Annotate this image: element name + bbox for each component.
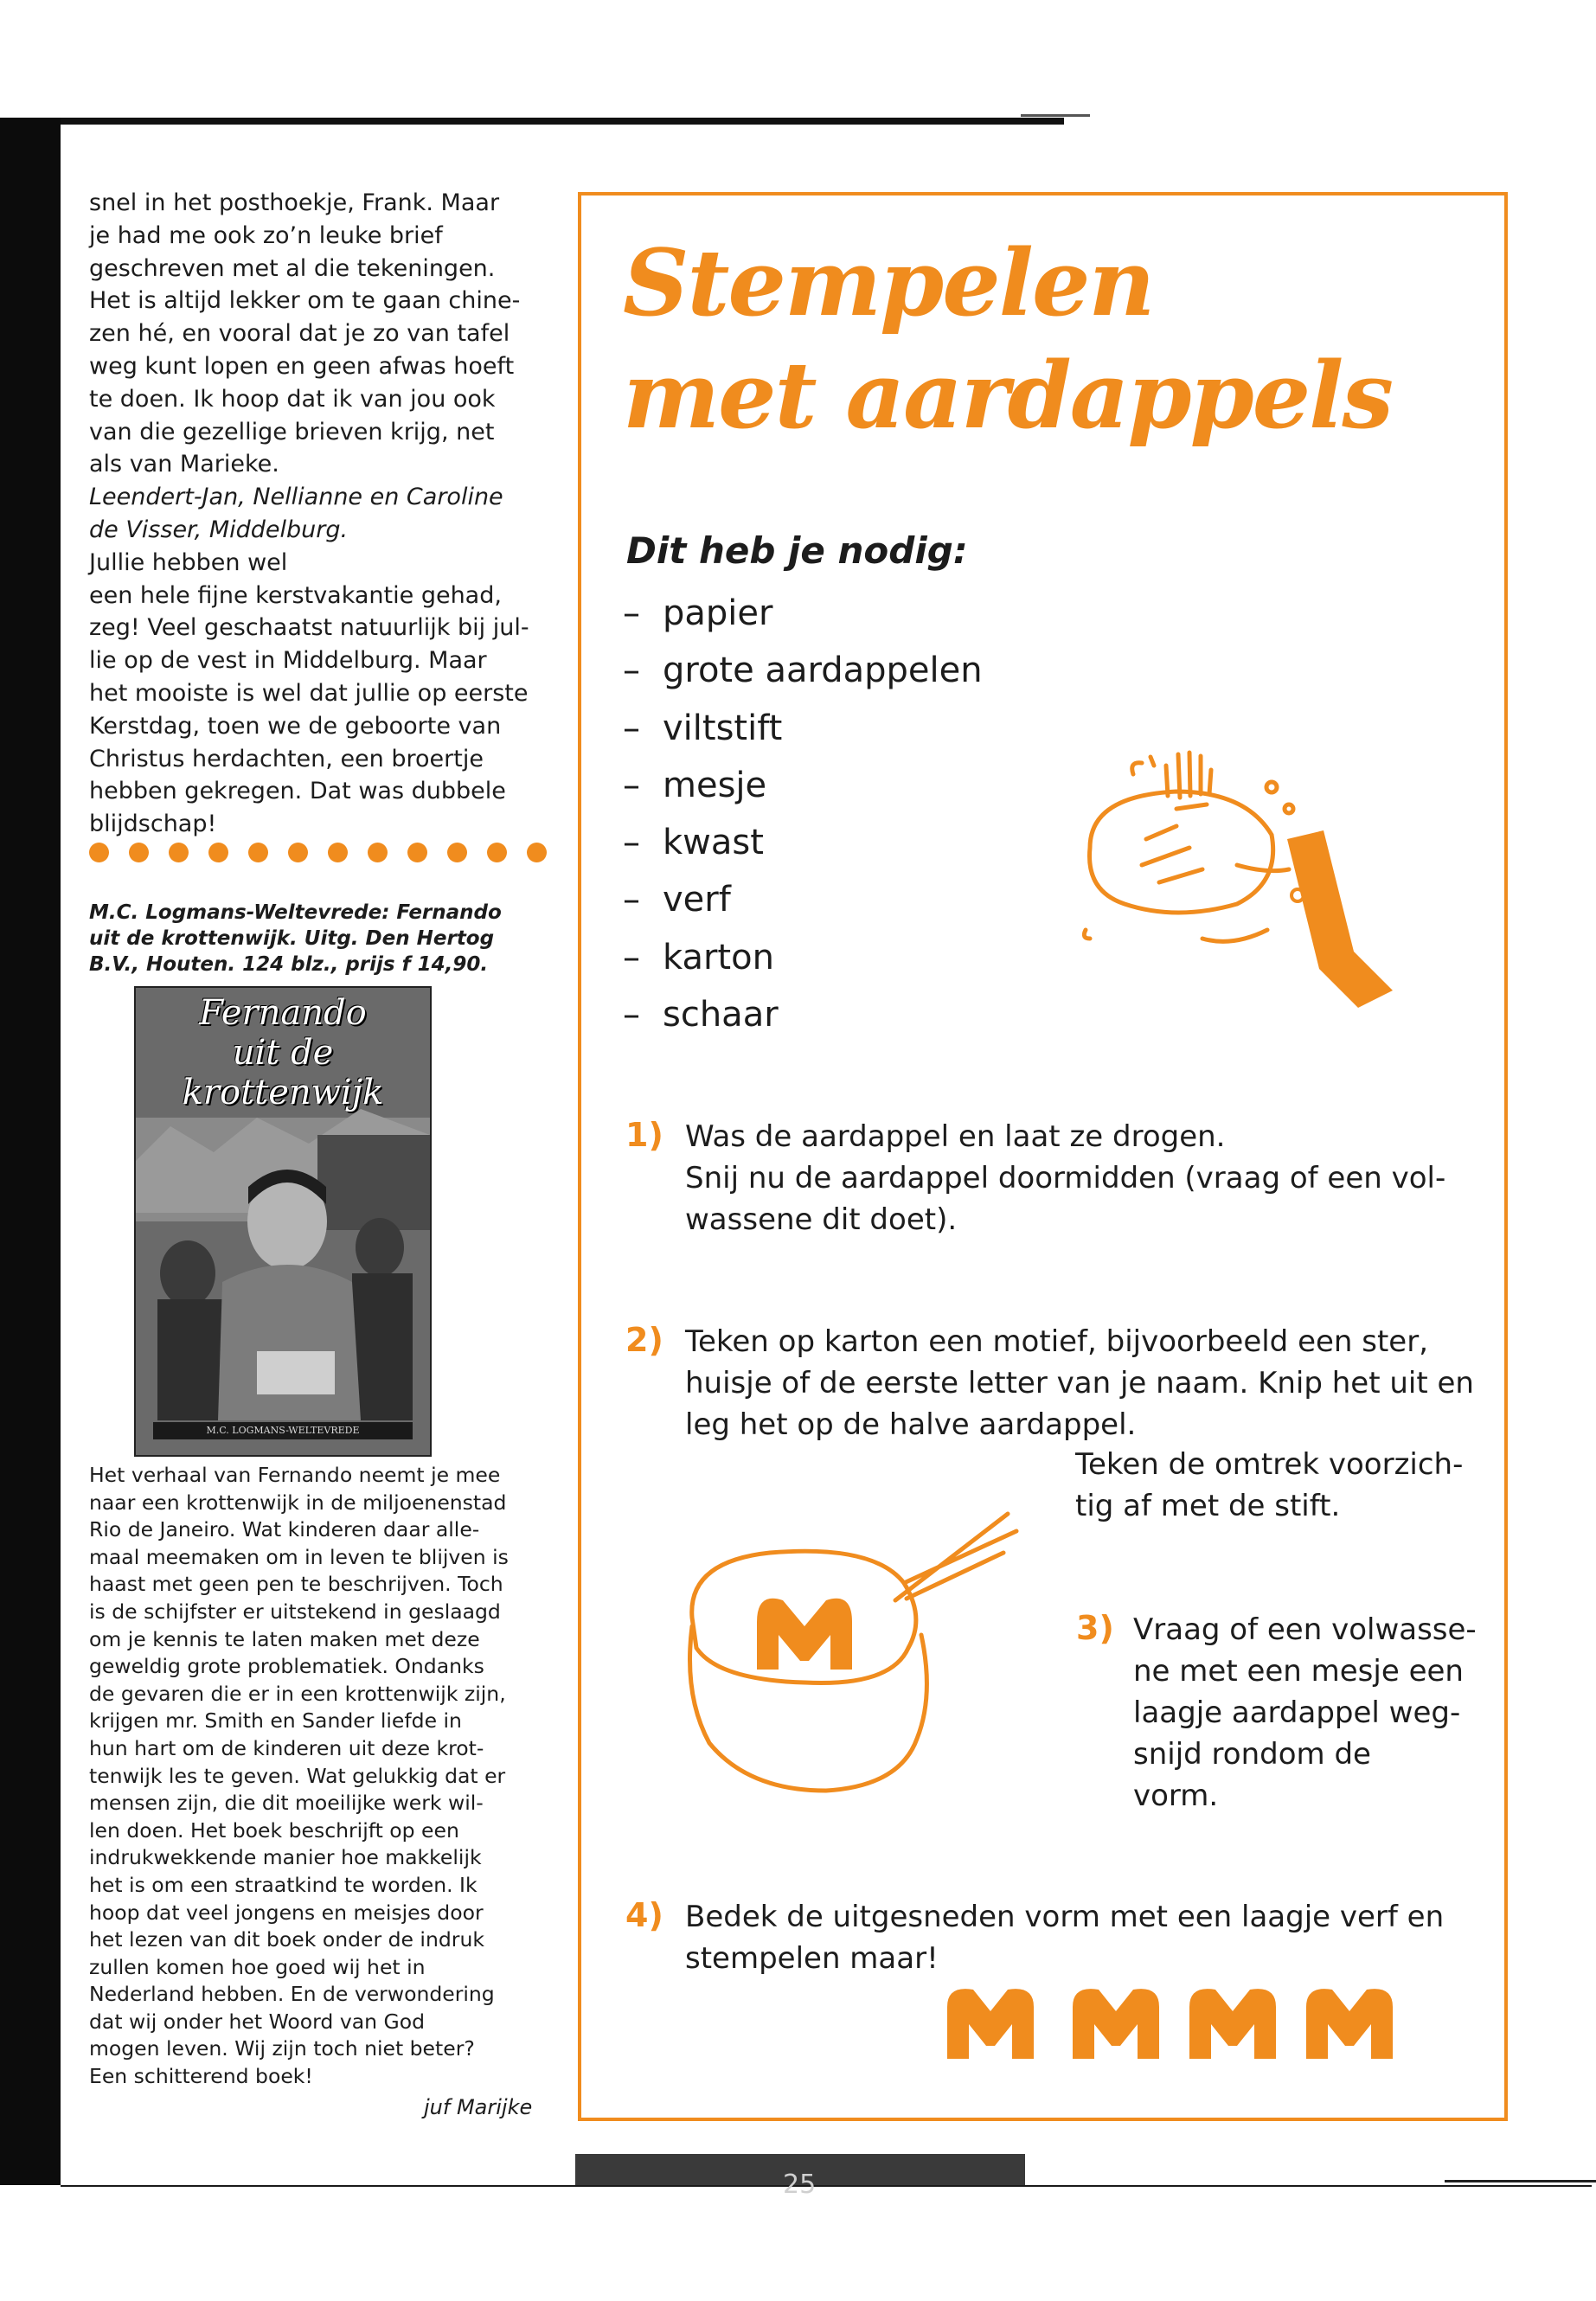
text-line: len doen. Het boek beschrijft op een [89,1817,459,1843]
page-number: 25 [783,2170,817,2200]
text-line: weg kunt lopen en geen afwas hoeft [89,352,515,380]
list-item: – mesje [623,765,767,805]
text-line: Teken de omtrek voorzich- [1075,1447,1464,1482]
step-4-text [685,1896,1481,1979]
letters-column [89,187,539,841]
text-line: krijgen mr. Smith en Sander liefde in [89,1708,462,1734]
text-line: het mooiste is wel dat jullie op eerste [89,679,529,707]
book-review [89,1462,546,2091]
step-1-text [685,1116,1464,1240]
book-reference: M.C. Logmans-Weltevrede: Fernando uit de krottenwijk. Uitg. Den Hertog B.V., Houten. 124 blz., prijs f 14,90. [89,901,502,976]
stamp-print [1306,1989,1393,2059]
text-line: Een schitterend boek! [89,2064,313,2089]
list-item: – papier [623,593,773,633]
book-cover-image [134,986,432,1457]
letter-addressee: Leendert-Jan, Nellianne en Caroline de Visser, Middelburg. [89,484,503,543]
divider-dot [288,843,308,862]
text-line: de gevaren die er in een krottenwijk zijn, [89,1681,506,1706]
title-line: met aardappels [623,341,1393,449]
text-line: hoop dat veel jongens en meisjes door [89,1900,484,1925]
text-line: snijd rondom de [1133,1737,1371,1772]
text-line: een hele fijne kerstvakantie gehad, [89,581,502,609]
stamped-m-prints [943,1981,1410,2067]
text-line: je had me ook zo’n leuke brief [89,221,443,249]
scan-edge-top-fade [1021,114,1090,117]
text-line: geweldig grote problematiek. Ondanks [89,1654,484,1679]
text-line: mogen leven. Wij zijn toch niet beter? [89,2036,475,2061]
divider-dot [328,843,348,862]
step-number: 1) [625,1116,663,1154]
divider-dot [248,843,268,862]
text-line: van die gezellige brieven krijg, net [89,418,495,445]
text-line: is de schijfster er uitstekend in geslaagd [89,1599,501,1624]
text-line: naar een krottenwijk in de miljoenenstad [89,1490,507,1515]
text-line: indrukwekkende manier hoe makkelijk [89,1845,482,1870]
supplies-heading: Dit heb je nodig: [626,529,968,572]
text-line: te doen. Ik hoop dat ik van jou ook [89,385,496,413]
step-number: 3) [1076,1609,1114,1647]
scan-edge-bottom-right [1445,2180,1596,2182]
divider-dot [169,843,189,862]
text-line: het is om een straatkind te worden. Ik [89,1872,478,1897]
text-line: Vraag of een volwasse- [1133,1612,1477,1647]
list-item: – grote aardappelen [623,651,983,691]
letter-reply-de-visser [89,481,539,841]
text-line: zullen komen hoe goed wij het in [89,1954,426,1979]
list-item: – kwast [623,823,764,863]
text-line: ne met een mesje een [1133,1654,1464,1689]
divider-dot [129,843,149,862]
text-line: mensen zijn, die dit moeilijke werk wil- [89,1791,484,1816]
text-line: Snij nu de aardappel doormidden (vraag of een vol- [685,1161,1446,1195]
divider-dot [368,843,388,862]
text-line: Jullie hebben wel [89,548,288,576]
text-line: stempelen maar! [685,1941,939,1976]
cover-title-line: krottenwijk [182,1073,384,1112]
divider-dot [447,843,467,862]
divider-dot [208,843,228,862]
divider-dot [487,843,507,862]
list-item: – verf [623,880,731,920]
text-line: leg het op de halve aardappel. [685,1407,1137,1442]
supplies-list [623,585,983,1043]
scan-edge-top [0,118,1064,125]
text-line: blijdschap! [89,811,217,838]
text-line: Nederland hebben. En de verwondering [89,1982,495,2007]
potato-stamp-illustration [675,1497,1029,1817]
text-line: het lezen van dit boek onder de indruk [89,1927,484,1952]
review-signature: juf Marijke [424,2095,533,2119]
washing-potato-illustration [1064,744,1427,1012]
divider-dot [407,843,427,862]
text-line: snel in het posthoekje, Frank. Maar [89,189,500,216]
step-2-continuation [1075,1444,1490,1527]
text-line: huisje of de eerste letter van je naam. Knip het uit en [685,1366,1474,1400]
text-line: zen hé, en vooral dat je zo van tafel [89,320,510,348]
scan-edge-bottom [61,2185,1592,2187]
text-line: wassene dit doet). [685,1202,958,1237]
text-line: haast met geen pen te beschrijven. Toch [89,1572,503,1597]
text-line: Bedek de uitgesneden vorm met een laagje verf en [685,1900,1445,1934]
list-item: – viltstift [623,708,783,748]
text-line: Kerstdag, toen we de geboorte van [89,712,502,740]
text-line: Rio de Janeiro. Wat kinderen daar alle- [89,1517,480,1542]
text-line: Was de aardappel en laat ze drogen. [685,1119,1226,1154]
text-line: vorm. [1133,1779,1219,1813]
text-line: tenwijk les te geven. Wat gelukkig dat er [89,1763,506,1788]
text-line: dat wij onder het Woord van God [89,2009,425,2034]
text-line: lie op de vest in Middelburg. Maar [89,647,487,675]
list-item: – schaar [623,995,779,1035]
title-line: Stempelen [623,228,1154,336]
article-title [623,227,1401,452]
text-line: geschreven met al die tekeningen. [89,254,496,282]
cover-title-line: Fernando [199,993,367,1033]
dot-divider [89,843,539,868]
page-number-bar [575,2154,1025,2200]
text-line: tig af met de stift. [1075,1489,1341,1523]
text-line: maal meemaken om in leven te blijven is [89,1544,509,1569]
step-3-text [1133,1609,1479,1817]
text-line: Christus herdachten, een broertje [89,745,484,772]
stamp-print [1189,1989,1276,2059]
step-number: 4) [625,1896,663,1934]
list-item: – karton [623,937,774,977]
stamp-print [1073,1989,1159,2059]
text-line: Het is altijd lekker om te gaan chine- [89,287,521,315]
text-line: hun hart om de kinderen uit deze krot- [89,1735,484,1760]
cover-author: M.C. LOGMANS-WELTEVREDE [153,1422,413,1439]
step-number: 2) [625,1321,663,1359]
divider-dot [527,843,547,862]
text-line: als van Marieke. [89,451,279,478]
divider-dot [89,843,109,862]
text-line: om je kennis te laten maken met deze [89,1626,480,1651]
text-line: zeg! Veel geschaatst natuurlijk bij jul- [89,614,529,642]
text-line: Teken op karton een motief, bijvoorbeeld een ster, [685,1324,1429,1359]
step-2-text [685,1321,1481,1445]
stamp-print [947,1989,1034,2059]
text-line: laagje aardappel weg- [1133,1695,1461,1730]
cover-title [136,993,430,1112]
scan-edge-left [0,118,61,2185]
cover-title-line: uit de [232,1033,334,1073]
text-line: hebben gekregen. Dat was dubbele [89,778,506,805]
letter-reply-frank [89,187,539,481]
text-line: Het verhaal van Fernando neemt je mee [89,1463,501,1487]
